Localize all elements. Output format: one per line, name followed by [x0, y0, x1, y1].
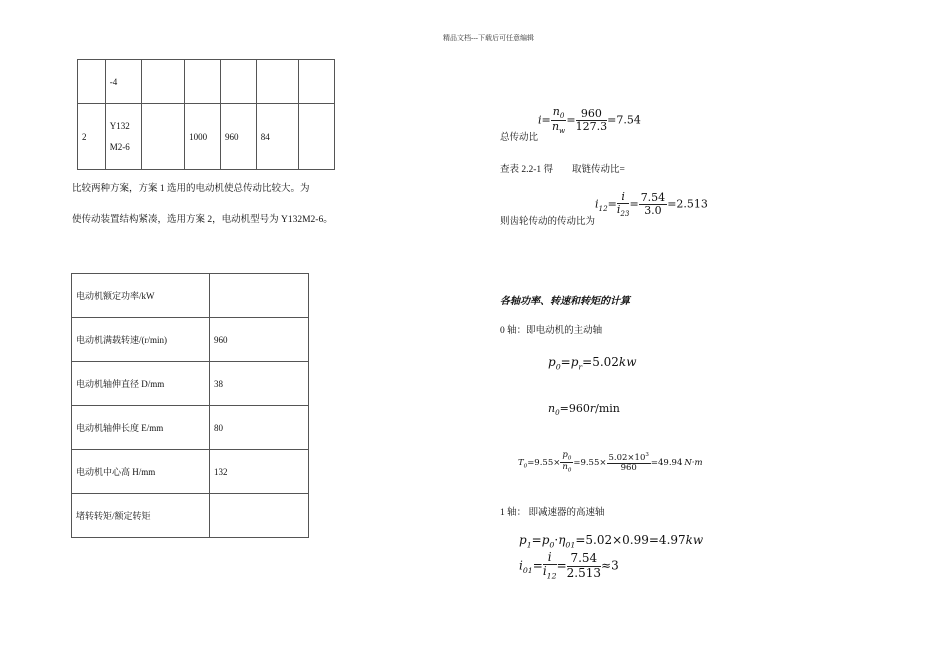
- p1-formula: [519, 533, 703, 549]
- formula-symbol: p: [548, 355, 556, 369]
- formula-symbol: p: [570, 355, 579, 369]
- formula-fraction: [607, 452, 651, 474]
- formula-result: =960: [559, 402, 590, 415]
- table-cell-model: [105, 104, 141, 170]
- formula-fraction: [576, 108, 608, 133]
- n0-formula: [548, 402, 620, 417]
- formula-symbol: n: [552, 105, 560, 118]
- table-cell: 84: [256, 104, 299, 170]
- formula-number: 127.3: [575, 120, 608, 134]
- formula-subscript: 0: [567, 467, 572, 474]
- model-line-1: Y132: [109, 120, 130, 131]
- header-watermark: 精品文档---下载后可任意编辑: [443, 34, 534, 42]
- table-row: [72, 494, 309, 538]
- param-label: 电动机满载转速/(r/min): [72, 318, 210, 362]
- formula-number: 960: [576, 108, 608, 121]
- motor-parameters-table: [71, 273, 309, 538]
- formula-symbol: i: [616, 203, 621, 217]
- formula-unit: r: [589, 402, 596, 415]
- formula-fraction: [560, 451, 573, 474]
- param-value: 38: [210, 362, 309, 406]
- t0-formula: [518, 451, 703, 474]
- table-cell: [299, 60, 335, 104]
- formula-subscript: 12: [546, 571, 557, 581]
- formula-number: 7.54: [640, 190, 666, 204]
- formula-unit: kw: [685, 533, 704, 547]
- formula-fraction: [551, 106, 567, 135]
- formula-symbol: i: [538, 113, 542, 127]
- formula-result: =7.54: [607, 113, 641, 127]
- table-cell: [141, 60, 185, 104]
- formula-symbol: p: [562, 450, 568, 460]
- formula-unit: N·m: [684, 457, 703, 468]
- formula-symbol: n: [562, 461, 568, 472]
- formula-symbol: i: [542, 564, 547, 579]
- motor-comparison-table: [77, 59, 335, 170]
- gear-ratio-label: 则齿轮传动的传动比为: [500, 217, 596, 227]
- formula-text: =9.55×: [573, 457, 607, 468]
- formula-result: =49.94: [650, 457, 683, 468]
- formula-subscript: 12: [598, 203, 608, 213]
- formula-text: =: [531, 533, 542, 547]
- param-label: 电动机轴伸长度 E/mm: [72, 406, 210, 450]
- formula-text: =: [560, 355, 571, 369]
- model-line-2: M2-6: [109, 141, 130, 152]
- formula-result: =5.02: [582, 355, 619, 369]
- formula-symbol: i: [595, 197, 599, 211]
- formula-number: 3.0: [644, 204, 662, 218]
- formula-text: =: [541, 113, 551, 127]
- table-cell: [299, 104, 335, 170]
- param-value: 960: [210, 318, 309, 362]
- param-value: 80: [210, 406, 309, 450]
- conclusion-line-2: 使传动装置结构紧凑，选用方案 2，电动机型号为 Y132M2-6。: [72, 215, 333, 225]
- i01-formula: $i_{01}=$ $\frac{i}{i_{12}}$ = $\frac{7.54}{2.513}$ ≈3: [519, 550, 619, 581]
- formula-unit: kw: [618, 355, 637, 369]
- table-cell: 2: [78, 104, 106, 170]
- table-cell: [141, 104, 185, 170]
- table-row: [72, 318, 309, 362]
- total-ratio-label: 总传动比: [500, 133, 539, 143]
- formula-subscript: 01: [522, 565, 533, 575]
- formula-fraction: [639, 192, 668, 217]
- formula-subscript: 0: [523, 463, 528, 470]
- table-row: [72, 406, 309, 450]
- formula-symbol: p: [541, 533, 550, 547]
- table-cell: [220, 60, 256, 104]
- total-ratio-formula: i= $\frac{n_0}{n_w}$ = $\frac{960}{127.3}$ =7.54: [538, 105, 641, 136]
- formula-text: =9.55×: [527, 457, 561, 468]
- formula-subscript: w: [559, 126, 566, 136]
- table-cell: 960: [220, 104, 256, 170]
- formula-symbol: p: [519, 533, 527, 547]
- table-cell: -4: [105, 60, 141, 104]
- shaft0-label: 0 轴：即电动机的主动轴: [500, 326, 603, 336]
- formula-subscript: 01: [565, 540, 576, 550]
- table-cell: [185, 60, 221, 104]
- formula-subscript: r: [578, 362, 583, 372]
- formula-number: 7.54: [567, 552, 601, 566]
- p0-formula: [548, 355, 636, 371]
- formula-subscript: 0: [559, 111, 565, 121]
- formula-symbol: n: [551, 120, 560, 134]
- gear-ratio-formula: $i_{12}=$ $\frac{i}{i_{23}}$ = $\frac{7.54}{3.0}$ =2.513: [595, 190, 708, 219]
- table-row: [72, 450, 309, 494]
- param-label: 电动机轴伸直径 D/mm: [72, 362, 210, 406]
- formula-result: =2.513: [667, 197, 708, 211]
- formula-fraction: [617, 191, 630, 218]
- formula-subscript: 1: [526, 540, 532, 550]
- shaft1-label: 1 轴： 即减速器的高速轴: [500, 508, 605, 518]
- formula-fraction: [567, 552, 601, 579]
- formula-subscript: 0: [549, 540, 555, 550]
- param-label: 电动机中心高 H/mm: [72, 450, 210, 494]
- table-cell: [256, 60, 299, 104]
- table-cell: 1000: [185, 104, 221, 170]
- table-row: [72, 274, 309, 318]
- formula-number: 960: [620, 462, 637, 473]
- formula-result: =5.02×0.99=4.97: [575, 533, 686, 547]
- table-row: [78, 60, 335, 104]
- formula-subscript: 23: [620, 209, 630, 219]
- formula-fraction: [543, 551, 557, 581]
- formula-superscript: 3: [645, 451, 649, 458]
- param-label: 堵转转矩/额定转矩: [72, 494, 210, 538]
- param-value: [210, 274, 309, 318]
- formula-symbol: i: [543, 551, 557, 565]
- formula-symbol: i: [617, 191, 630, 204]
- formula-symbol: n: [548, 402, 556, 415]
- formula-symbol: η: [558, 533, 566, 547]
- table-cell: [78, 60, 106, 104]
- formula-number: 5.02×10: [608, 452, 646, 463]
- formula-subscript: 0: [555, 362, 561, 372]
- conclusion-line-1: 比较两种方案，方案 1 选用的电动机使总传动比较大。为: [72, 184, 310, 194]
- formula-subscript: 0: [555, 408, 560, 418]
- param-value: 132: [210, 450, 309, 494]
- formula-symbol: T: [518, 457, 524, 468]
- section-title: 各轴功率、转速和转矩的计算: [500, 296, 630, 307]
- formula-result: ≈3: [601, 558, 619, 573]
- param-label: 电动机额定功率/kW: [72, 274, 210, 318]
- formula-subscript: 0: [567, 455, 572, 462]
- formula-symbol: i: [519, 558, 523, 573]
- param-value: [210, 494, 309, 538]
- formula-number: 2.513: [566, 565, 602, 580]
- chain-ratio-label: 取链传动比=: [572, 165, 625, 175]
- table-reference: 查表 2.2-1 得: [500, 165, 554, 175]
- formula-text: ·: [554, 533, 559, 547]
- table-row: [78, 104, 335, 170]
- table-row: [72, 362, 309, 406]
- formula-unit: /min: [595, 402, 620, 415]
